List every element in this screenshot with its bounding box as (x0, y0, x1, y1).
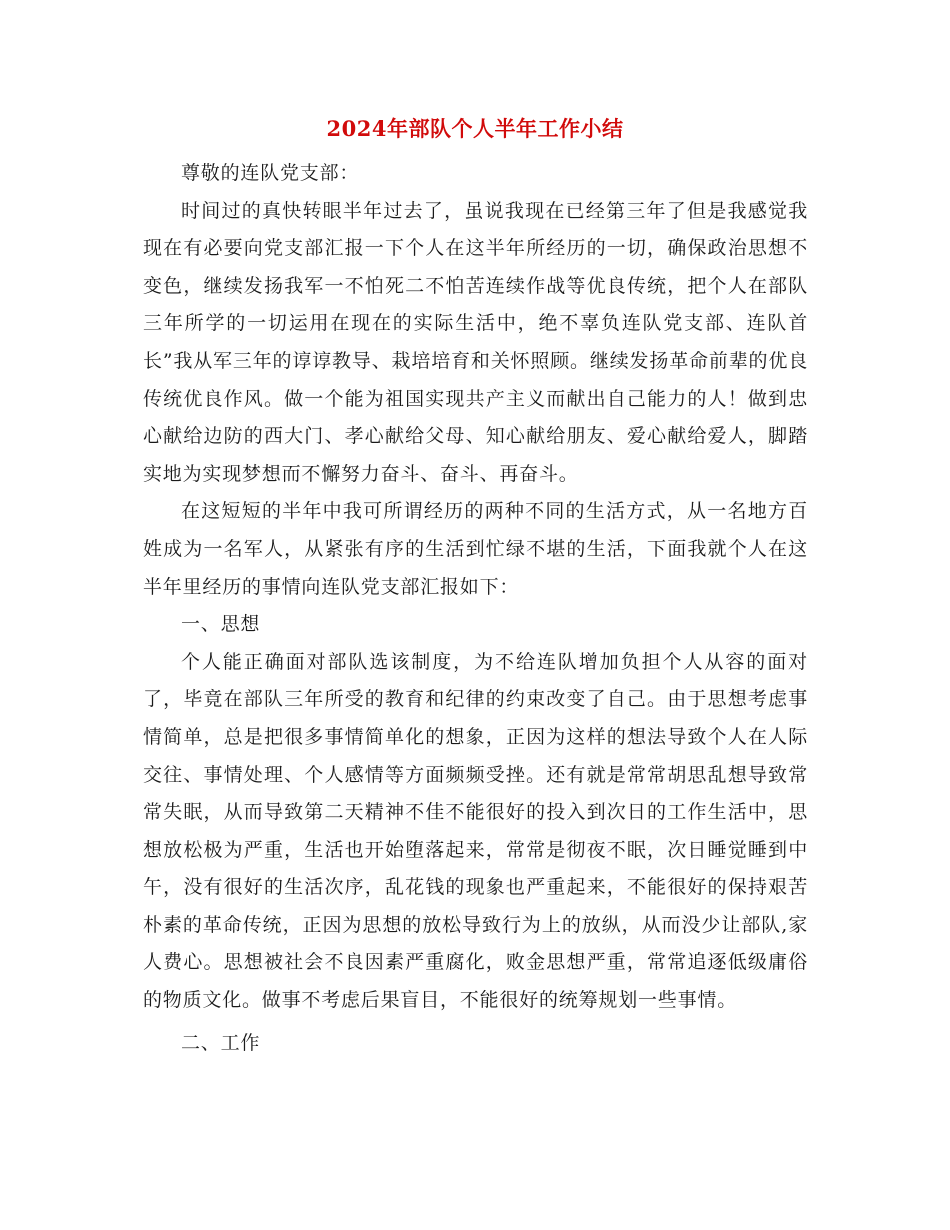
document-body (143, 155, 808, 1062)
salutation: 尊敬的连队党支部： (181, 162, 360, 184)
document-title: 2024年部队个人半年工作小结 (326, 116, 624, 141)
paragraph-intro: 时间过的真快转眼半年过去了，虽说我现在已经第三年了但是我感觉我现在有必要向党支部汇报一下个人在这半年所经历的一切，确保政治思想不变色，继续发扬我军一不怕死二不怕苦连续作战等优良传统，把个人在部队三年所学的一切运用在现在的实际生活中，绝不辜负连队党支部、连队首长”我从军三年的谆谆教导、栽培培育和关怀照顾。继续发扬革命前辈的优良传统优良作风。做一个能为祖国实现共产主义而献出自己能力的人！做到忠心献给边防的西大门、孝心献给父母、知心献给朋友、爱心献给爱人，脚踏实地为实现梦想而不懈努力奋斗、奋斗、再奋斗。 (143, 199, 808, 485)
section-heading-thought: 一、思想 (181, 613, 261, 636)
section-heading-work: 二、工作 (181, 1031, 261, 1054)
section-text-thought: 个人能正确面对部队选该制度，为不给连队增加负担个人从容的面对了，毕竟在部队三年所受的教育和纪律的约束改变了自己。由于思想考虑事情简单，总是把很多事情简单化的想象，正因为这样的想法导致个人在人际交往、事情处理、个人感情等方面频频受挫。还有就是常常胡思乱想导致常常失眠，从而导致第二天精神不佳不能很好的投入到次日的工作生活中，思想放松极为严重，生活也开始堕落起来，常常是彻夜不眠，次日睡觉睡到中午，没有很好的生活次序，乱花钱的现象也严重起来，不能很好的保持艰苦朴素的革命传统，正因为思想的放松导致行为上的放纵，从而没少让部队,家人费心。思想被社会不良因素严重腐化，败金思想严重，常常追逐低级庸俗的物质文化。做事不考虑后果盲目，不能很好的统筹规划一些事情。 (143, 650, 808, 1012)
paragraph-transition: 在这短短的半年中我可所谓经历的两种不同的生活方式，从一名地方百姓成为一名军人，从紧张有序的生活到忙绿不堪的生活，下面我就个人在这半年里经历的事情向连队党支部汇报如下： (143, 500, 808, 598)
